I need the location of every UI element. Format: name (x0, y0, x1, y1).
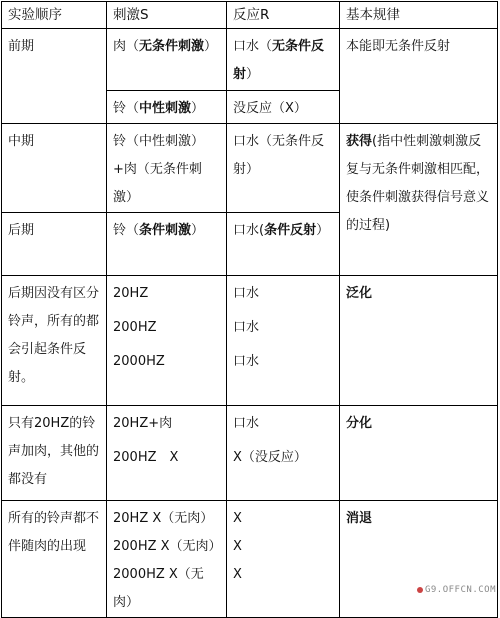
stage-late: 后期 (2, 213, 107, 276)
table-row-differentiation (2, 406, 498, 501)
stimulus-bell-plus-meat: 铃（中性刺激）+肉（无条件刺激） (107, 124, 227, 213)
table-row-early-1 (2, 29, 498, 91)
stimulus-frequencies: 20HZ 200HZ 2000HZ (107, 276, 227, 406)
stimulus-bell-conditioned: 铃（条件刺激） (107, 213, 227, 276)
header-order: 实验顺序 (2, 2, 107, 29)
stimulus-bell-neutral: 铃（中性刺激） (107, 91, 227, 124)
stimulus-extinction: 20HZ X（无肉） 200HZ X（无肉） 2000HZ X（无肉） (107, 501, 227, 618)
table-row-middle (2, 124, 498, 213)
stimulus-meat: 肉（无条件刺激） (107, 29, 227, 91)
rule-generalization: 泛化 (340, 276, 498, 406)
header-rule: 基本规律 (340, 2, 498, 29)
table-row-generalization (2, 276, 498, 406)
stage-differentiation: 只有20HZ的铃声加肉，其他的都没有 (2, 406, 107, 501)
header-row (2, 2, 498, 29)
rule-differentiation: 分化 (340, 406, 498, 501)
response-extinction: X X X (227, 501, 340, 618)
stimulus-differentiation: 20HZ+肉 200HZ X (107, 406, 227, 501)
response-saliva-conditioned: 口水(条件反射） (227, 213, 340, 276)
response-saliva-all: 口水 口水 口水 (227, 276, 340, 406)
watermark-logo: G9.OFFCN.COM (417, 585, 496, 595)
stage-extinction: 所有的铃声都不伴随肉的出现 (2, 501, 107, 618)
stage-middle: 中期 (2, 124, 107, 213)
stage-early: 前期 (2, 29, 107, 124)
response-none: 没反应（X） (227, 91, 340, 124)
header-response: 反应R (227, 2, 340, 29)
logo-dot-icon (417, 587, 423, 593)
response-saliva-unconditioned: 口水（无条件反射） (227, 29, 340, 91)
rule-acquisition: 获得(指中性刺激刺激反复与无条件刺激相匹配，使条件刺激获得信号意义的过程) (340, 124, 498, 276)
table-row-extinction (2, 501, 498, 618)
stage-generalization: 后期因没有区分铃声，所有的都会引起条件反射。 (2, 276, 107, 406)
header-stimulus: 刺激S (107, 2, 227, 29)
rule-extinction: 消退 (340, 501, 498, 618)
rule-instinct: 本能即无条件反射 (340, 29, 498, 124)
response-saliva-middle: 口水（无条件反射） (227, 124, 340, 213)
conditioning-table (1, 1, 498, 618)
response-differentiation: 口水 X（没反应） (227, 406, 340, 501)
